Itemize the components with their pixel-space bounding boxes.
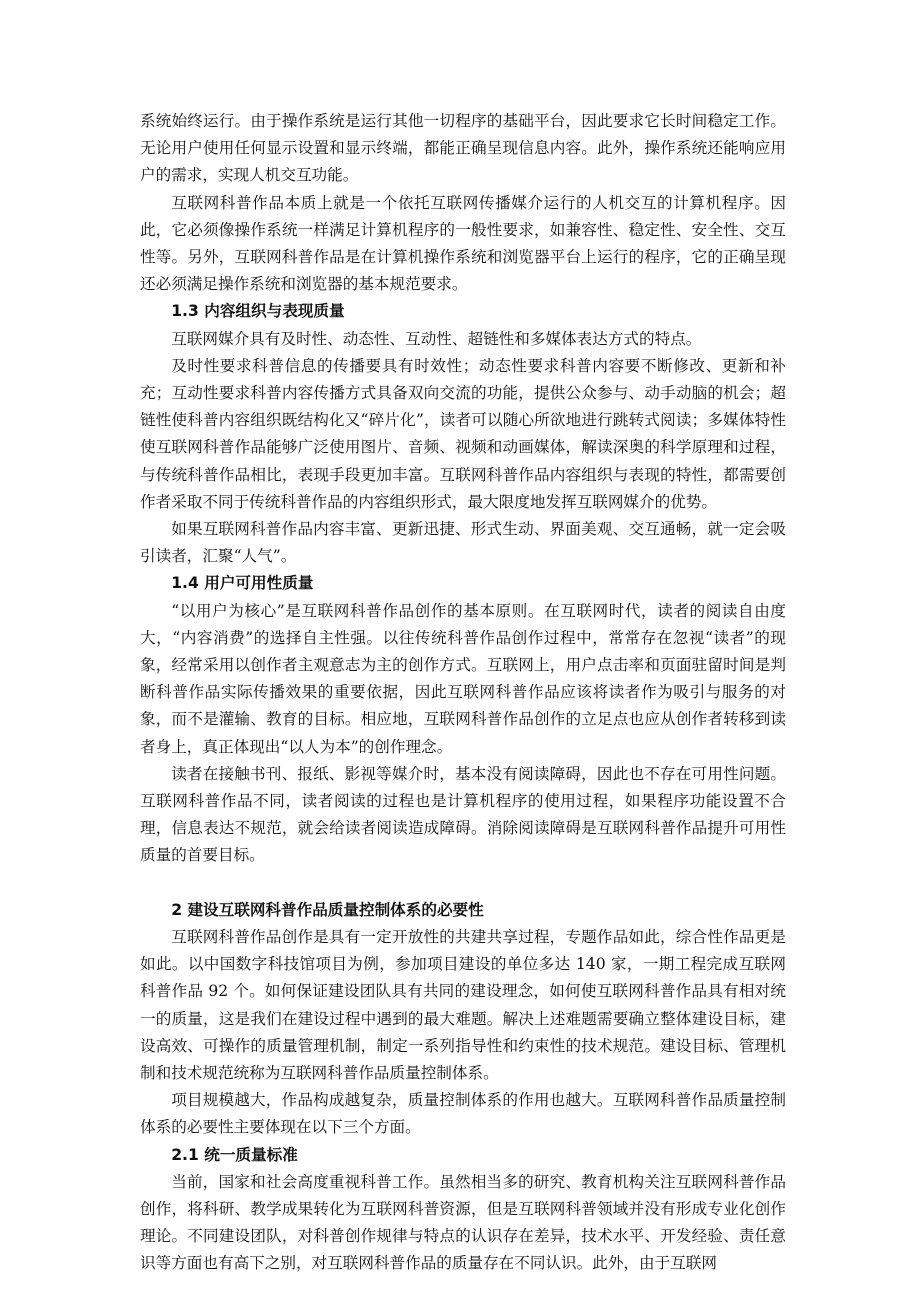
section-heading-1-4: 1.4 用户可用性质量 xyxy=(171,574,314,593)
paragraph: 读者在接触书刊、报纸、影视等媒介时，基本没有阅读障碍，因此也不存在可用性问题。互联网科普作品不同，读者阅读的过程也是计算机程序的使用过程，如果程序功能设置不合理，信息表达不规范，就会给读者阅读造成障碍。消除阅读障碍是互联网科普作品提升可用性质量的首要目标。 xyxy=(140,764,786,865)
section-heading-1-3: 1.3 内容组织与表现质量 xyxy=(171,302,345,321)
paragraph: 当前，国家和社会高度重视科普工作。虽然相当多的研究、教育机构关注互联网科普作品创作，将科研、教学成果转化为互联网科普资源，但是互联网科普领域并没有形成专业化创作理论。不同建设团队，对科普创作规律与特点的认识存在差异，技术水平、开发经验、责任意识等方面也有高下之别，对互联网科普作品的质量存在不同认识。此外，由于互联网 xyxy=(140,1172,786,1273)
paragraph: 互联网科普作品本质上就是一个依托互联网传播媒介运行的人机交互的计算机程序。因此，它必须像操作系统一样满足计算机程序的一般性要求，如兼容性、稳定性、安全性、交互性等。另外，互联网科普作品是在计算机操作系统和浏览器平台上运行的程序，它的正确呈现还必须满足操作系统和浏览器的基本规范要求。 xyxy=(140,193,786,294)
paragraph: 互联网科普作品创作是具有一定开放性的共建共享过程，专题作品如此，综合性作品更是如此。以中国数字科技馆项目为例，参加项目建设的单位多达 140 家，一期工程完成互联网科普作品 92 个。如何保证建设团队具有共同的建设理念，如何使互联网科普作品具有相对统一的质量，这是我们在建设过程中遇到的最大难题。解决上述难题需要确立整体建设目标，建设高效、可操作的质量管理机制，制定一系列指导性和约束性的技术规范。建设目标、管理机制和技术规范统称为互联网科普作品质量控制体系。 xyxy=(140,927,786,1082)
paragraph: 项目规模越大，作品构成越复杂，质量控制体系的作用也越大。互联网科普作品质量控制体系的必要性主要体现在以下三个方面。 xyxy=(140,1091,786,1137)
paragraph: 互联网媒介具有及时性、动态性、互动性、超链性和多媒体表达方式的特点。 xyxy=(171,329,702,348)
paragraph: 系统始终运行。由于操作系统是运行其他一切程序的基础平台，因此要求它长时间稳定工作。无论用户使用任何显示设置和显示终端，都能正确呈现信息内容。此外，操作系统还能响应用户的需求，实现人机交互功能。 xyxy=(140,112,786,185)
section-heading-2-1: 2.1 统一质量标准 xyxy=(171,1145,298,1164)
document-page xyxy=(140,108,786,1278)
paragraph: 及时性要求科普信息的传播要具有时效性；动态性要求科普内容要不断修改、更新和补充；互动性要求科普内容传播方式具备双向交流的功能，提供公众参与、动手动脑的机会；超链性使科普内容组织既结构化又“碎片化”，读者可以随心所欲地进行跳转式阅读；多媒体特性使互联网科普作品能够广泛使用图片、音频、视频和动画媒体，解读深奥的科学原理和过程，与传统科普作品相比，表现手段更加丰富。互联网科普作品内容组织与表现的特性，都需要创作者采取不同于传统科普作品的内容组织形式，最大限度地发挥互联网媒介的优势。 xyxy=(140,356,786,511)
section-heading-2: 2 建设互联网科普作品质量控制体系的必要性 xyxy=(171,900,484,919)
section-spacer xyxy=(140,870,786,897)
paragraph: “以用户为核心”是互联网科普作品创作的基本原则。在互联网时代，读者的阅读自由度大，“内容消费”的选择自主性强。以往传统科普作品创作过程中，常常存在忽视“读者”的现象，经常采用以创作者主观意志为主的创作方式。互联网上，用户点击率和页面驻留时间是判断科普作品实际传播效果的重要依据，因此互联网科普作品应该将读者作为吸引与服务的对象，而不是灌输、教育的目标。相应地，互联网科普作品创作的立足点也应从创作者转移到读者身上，真正体现出“以人为本”的创作理念。 xyxy=(140,601,786,756)
paragraph: 如果互联网科普作品内容丰富、更新迅捷、形式生动、界面美观、交互通畅，就一定会吸引读者，汇聚“人气”。 xyxy=(140,520,786,566)
